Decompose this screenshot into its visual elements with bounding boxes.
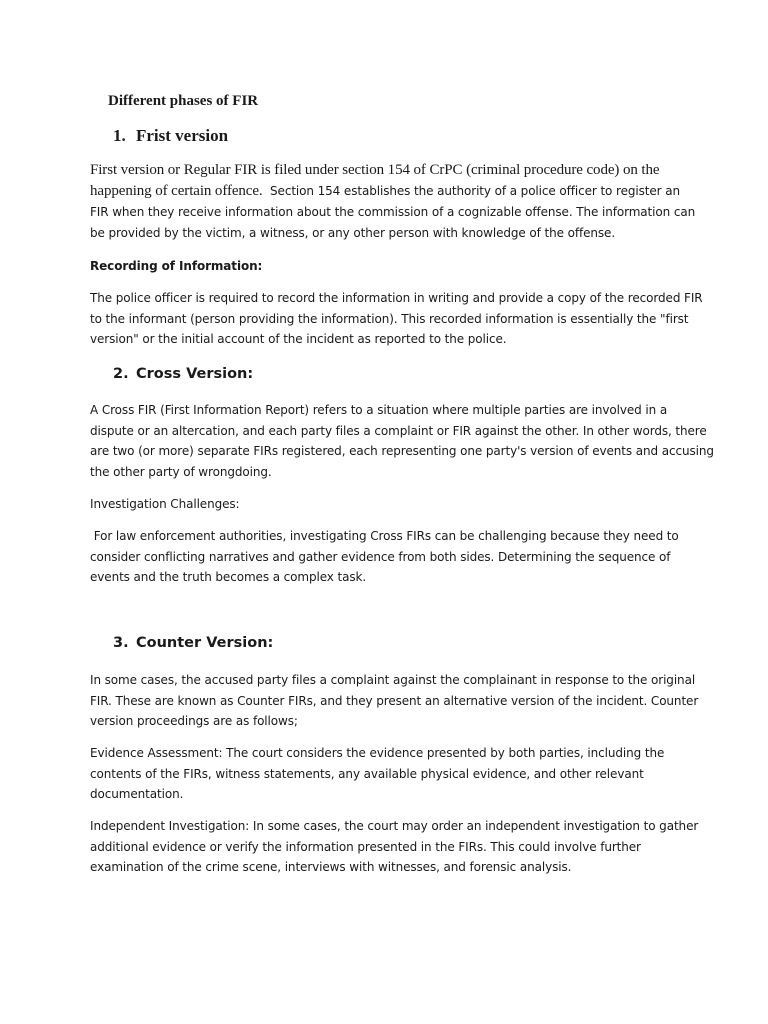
s2-p2-line-3: events and the truth becomes a complex task. [90,570,367,584]
s2-p2-line-2: consider conflicting narratives and gather evidence from both sides. Determining the sequence of [90,549,671,564]
s3-p3-line-2: additional evidence or verify the information presented in the FIRs. This could involve further [90,839,641,854]
section-2-heading [113,366,253,382]
s3-p2-line-1: Evidence Assessment: The court considers the evidence presented by both parties, including the [90,746,665,760]
s2-p2-line-1: For law enforcement authorities, investigating Cross FIRs can be challenging because they need to [90,529,679,543]
s3-p2-line-3: documentation. [90,787,184,801]
section-3-heading [113,635,273,651]
intro-sans-line-2: FIR when they receive information about the commission of a cognizable offense. The information can [90,205,696,219]
s2-p-line-2: dispute or an altercation, and each party files a complaint or FIR against the other. In other words, there [90,423,707,438]
intro-serif-line-2: happening of certain offence. [90,183,263,199]
section-2-paragraph [90,400,714,482]
s3-p2-line-2: contents of the FIRs, witness statements, any available physical evidence, and other relevant [90,766,644,781]
s3-p3-line-1: Independent Investigation: In some cases, the court may order an independent investigation to gather [90,819,699,833]
section-2-paragraph-2 [90,526,686,588]
section-3-number: 3. [113,635,129,651]
s2-p-line-4: the other party of wrongdoing. [90,464,272,479]
section-2-number: 2. [113,366,129,382]
section-1-number: 1. [113,126,126,145]
intro-line-2 [90,181,686,202]
intro-serif-line-1: First version or Regular FIR is filed under section 154 of CrPC (criminal procedure code) on the [90,162,660,178]
section-3-paragraph [90,670,699,732]
section-1-title: Frist version [136,126,229,145]
s2-p-line-3: are two (or more) separate FIRs registered, each representing one party's version of events and accusing [90,444,714,458]
s3-p-line-3: version proceedings are as follows; [90,714,298,728]
section-3-paragraph-2 [90,743,686,805]
s1-p-line-3: version" or the initial account of the incident as reported to the police. [90,332,507,346]
s3-p-line-2: FIR. These are known as Counter FIRs, and they present an alternative version of the incident. Counter [90,693,699,708]
s1-p-line-2: to the informant (person providing the information). This recorded information is essentially the "first [90,311,689,326]
section-1-intro [90,160,696,243]
s2-p-line-1: A Cross FIR (First Information Report) refers to a situation where multiple parties are involved in a [90,403,668,417]
section-1-subheading: Recording of Information: [90,259,263,273]
s3-p3-line-3: examination of the crime scene, interviews with witnesses, and forensic analysis. [90,860,572,874]
section-3-title: Counter Version: [136,635,274,651]
section-2-subheading: Investigation Challenges: [90,497,240,511]
section-1-heading [113,126,228,146]
intro-sans-line-3: be provided by the victim, a witness, or any other person with knowledge of the offense. [90,225,616,240]
section-1-paragraph [90,288,703,350]
s3-p-line-1: In some cases, the accused party files a complaint against the complainant in response to the original [90,673,696,687]
section-3-paragraph-3 [90,816,699,878]
document-title: Different phases of FIR [108,93,259,109]
section-2-title: Cross Version: [136,366,254,382]
s1-p-line-1: The police officer is required to record the information in writing and provide a copy of the recorded FIR [90,291,703,305]
intro-sans-line-1: Section 154 establishes the authority of a police officer to register an [270,184,680,198]
